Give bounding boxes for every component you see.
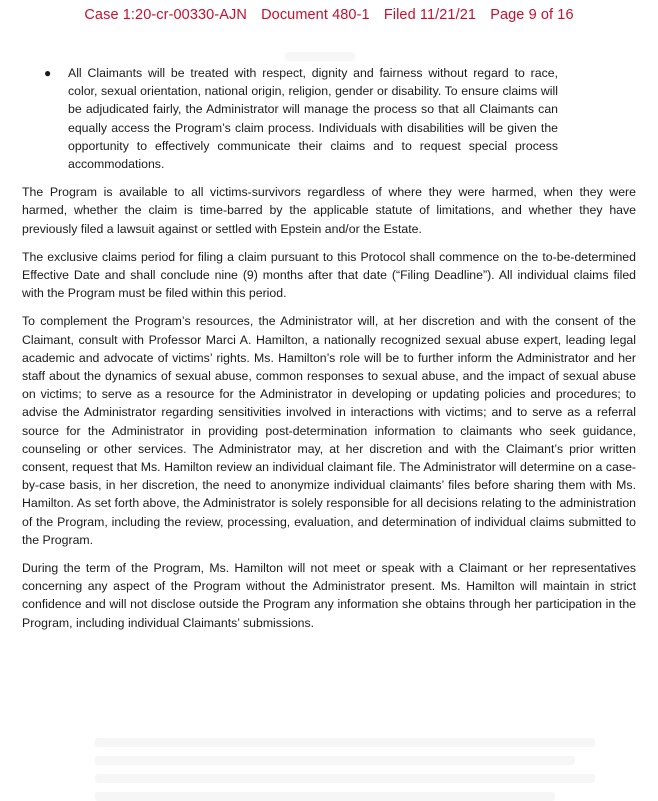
paragraph-confidentiality: During the term of the Program, Ms. Hamilton will not meet or speak with a Claimant or her representatives concerning any aspect of the Program without the Administrator present. Ms. Hamilton will maintain in strict confidence and will not disclose outside the Program any information she obtains through her participation in the Program, including individual Claimants’ submissions. [22, 561, 636, 630]
ecf-header [0, 7, 658, 23]
document-number: Document 480-1 [261, 7, 370, 23]
bullet-item [22, 64, 636, 173]
document-body [22, 64, 636, 632]
page-number: Page 9 of 16 [490, 7, 574, 23]
show-through-mark [95, 756, 575, 765]
show-through-mark [95, 738, 595, 747]
bullet-text: All Claimants will be treated with respect, dignity and fairness without regard to race, color, sexual orientation, national origin, religion, gender or disability. To ensure claims will be adjudicated fairly, the Administrator will manage the process so that all Claimants can equally access the Program’s claim process. Individuals with disabilities will be given the opportunity to effectively communicate their claims and to request special process accommodations. [68, 66, 558, 172]
case-number: Case 1:20-cr-00330-AJN [84, 7, 247, 23]
paragraph-eligibility: The Program is available to all victims-survivors regardless of where they were harmed, when they were harmed, whether the claim is time-barred by the applicable statute of limitations, and whether they have previously filed a lawsuit against or settled with Epstein and/or the Estate. [22, 185, 636, 236]
show-through-mark [95, 774, 595, 783]
paragraph-consultant: To complement the Program’s resources, the Administrator will, at her discretion and with the consent of the Claimant, consult with Professor Marci A. Hamilton, a nationally recognized sexual abuse expert, leading legal academic and advocate of victims’ rights. Ms. Hamilton’s role will be to further inform the Administrator and her staff about the dynamics of sexual abuse, common responses to sexual abuse, and the impact of sexual abuse on victims; to serve as a resource for the Administrator in developing or updating policies and procedures; to advise the Administrator regarding sensitivities involved in interactions with victims; and to serve as a referral source for the Administrator in providing post-determination information to claimants who seek guidance, counseling or other services. The Administrator may, at her discretion and with the Claimant’s prior written consent, request that Ms. Hamilton review an individual claimant file. The Administrator will determine on a case-by-case basis, in her discretion, the need to anonymize individual claimants’ files before sharing them with Ms. Hamilton. As set forth above, the Administrator is solely responsible for all decisions relating to the administration of the Program, including the review, processing, evaluation, and determination of individual claims submitted to the Program. [22, 314, 636, 547]
paragraph-claims-period: The exclusive claims period for filing a claim pursuant to this Protocol shall commence on the to-be-determined Effective Date and shall conclude nine (9) months after that date (“Filing Deadline”). All individual claims filed with the Program must be filed within this period. [22, 249, 636, 301]
filed-date: Filed 11/21/21 [383, 7, 477, 23]
show-through-mark [285, 52, 355, 61]
bullet-dot-icon: ● [44, 66, 52, 80]
